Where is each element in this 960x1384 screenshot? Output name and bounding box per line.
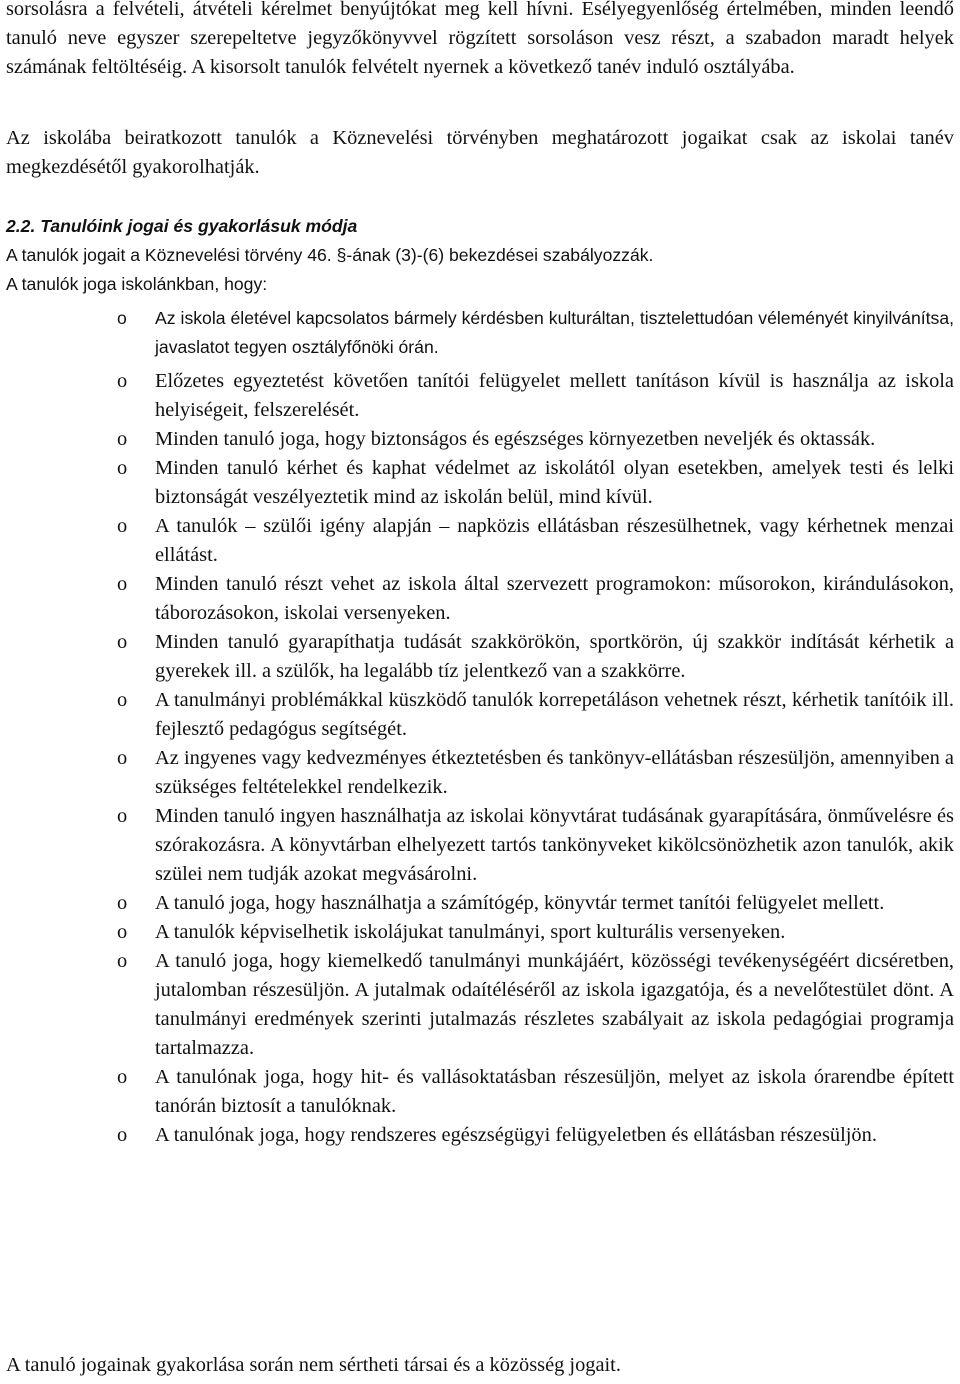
rights-list-item: [6, 802, 954, 889]
bullet-icon: o: [117, 370, 128, 392]
rights-item-text: Előzetes egyeztetést követően tanítói felügyelet mellett tanításon kívül is használja az iskola helyiségeit, felszerelését.: [155, 370, 954, 421]
rights-list-item: [6, 1063, 954, 1121]
rights-item-text: A tanulónak joga, hogy hit- és vallásoktatásban részesüljön, melyet az iskola órarendbe épített tanórán biztosít a tanulóknak.: [155, 1066, 954, 1117]
bullet-icon: o: [117, 689, 128, 711]
bullet-icon: o: [117, 428, 128, 450]
bullet-icon: o: [117, 308, 127, 328]
bullet-icon: o: [117, 515, 128, 537]
bullet-icon: o: [117, 747, 128, 769]
rights-item-text: A tanulók – szülői igény alapján – napközis ellátásban részesülhetnek, vagy kérhetnek menzai ellátást.: [155, 515, 954, 566]
rights-item-text: Minden tanuló ingyen használhatja az iskolai könyvtárat tudásának gyarapítására, önművelésre és szórakozásra. A könyvtárban elhelyezett tartós tankönyveket kikölcsönözhetik azon tanulók, akik szülei nem tudják azokat megvásárolni.: [155, 805, 954, 885]
rights-item-text: Minden tanuló részt vehet az iskola által szervezett programokon: műsorokon, kirándulásokon, táborozásokon, iskolai versenyeken.: [155, 573, 954, 624]
bullet-icon: o: [117, 631, 128, 653]
bullet-icon: o: [117, 1124, 128, 1146]
bullet-icon: o: [117, 1066, 128, 1088]
rights-list-item: [6, 889, 954, 918]
enrollment-rights-paragraph: Az iskolába beiratkozott tanulók a Köznevelési törvényben meghatározott jogaikat csak az iskolai tanév megkezdésétől gyakorolhatják.: [6, 127, 954, 178]
rights-item-text: A tanulmányi problémákkal küszködő tanulók korrepetáláson vehetnek részt, kérhetik tanítóik ill. fejlesztő pedagógus segítségét.: [155, 689, 954, 740]
intro-paragraph: sorsolásra a felvételi, átvételi kérelmet benyújtókat meg kell hívni. Esélyegyenlőség értelmében, minden leendő tanuló neve egyszer szerepeltetve jegyzőkönyvvel rögzített sorsoláson vesz részt, a szabadon maradt helyek számának feltöltéséig. A kisorsolt tanulók felvételt nyernek a következő tanév induló osztályába.: [6, 0, 954, 78]
rights-item-text: A tanuló joga, hogy kiemelkedő tanulmányi munkájáért, közösségi tevékenységéért dicséretben, jutalomban részesüljön. A jutalmak odaítéléséről az iskola igazgatója, és a nevelőtestület dönt. A tanulmányi eredmények szerinti jutalmazás részletes szabályait az iskola pedagógiai programja tartalmazza.: [155, 950, 954, 1059]
rights-list-item: [6, 686, 954, 744]
rights-list-item: [6, 570, 954, 628]
rights-item-text: Az iskola életével kapcsolatos bármely kérdésben kulturáltan, tisztelettudóan véleményét kinyilvánítsa, javaslatot tegyen osztályfőnöki órán.: [155, 308, 954, 357]
bullet-icon: o: [117, 921, 128, 943]
bullet-icon: o: [117, 892, 128, 914]
rights-list-item: [6, 512, 954, 570]
bullet-icon: o: [117, 805, 128, 827]
rights-item-text: A tanuló joga, hogy használhatja a számítógép, könyvtár termet tanítói felügyelet mellett.: [155, 892, 885, 914]
rights-list-item: [6, 454, 954, 512]
rights-list-item: [6, 304, 954, 362]
rights-list-item: [6, 367, 954, 425]
bullet-icon: o: [117, 573, 128, 595]
rights-item-text: Minden tanuló joga, hogy biztonságos és egészséges környezetben neveljék és oktassák.: [155, 428, 876, 450]
rights-list-item: [6, 425, 954, 454]
rights-list-item: [6, 947, 954, 1063]
bullet-icon: o: [117, 950, 128, 972]
rights-list: [6, 304, 954, 1150]
rights-list-item: [6, 1121, 954, 1150]
rights-item-text: Minden tanuló gyarapíthatja tudását szakkörökön, sportkörön, új szakkör indítását kérhetik a gyerekek ill. a szülők, ha legalább tíz jelentkező van a szakkörre.: [155, 631, 954, 682]
rights-item-text: A tanulók képviselhetik iskolájukat tanulmányi, sport kulturális versenyeken.: [155, 921, 786, 943]
section-heading: 2.2. Tanulóink jogai és gyakorlásuk módja: [6, 216, 358, 236]
rights-list-item: [6, 628, 954, 686]
law-reference: A tanulók jogait a Köznevelési törvény 46. §-ának (3)-(6) bekezdései szabályozzák.: [6, 245, 654, 265]
bullet-icon: o: [117, 457, 128, 479]
rights-list-item: [6, 744, 954, 802]
rights-item-text: Minden tanuló kérhet és kaphat védelmet az iskolától olyan esetekben, amelyek testi és lelki biztonságát veszélyeztetik mind az iskolán belül, mind kívül.: [155, 457, 954, 508]
closing-paragraph: A tanuló jogainak gyakorlása során nem sértheti társai és a közösség jogait.: [6, 1354, 621, 1376]
rights-list-item: [6, 918, 954, 947]
rights-item-text: Az ingyenes vagy kedvezményes étkeztetésben és tankönyv-ellátásban részesüljön, amennyiben a szükséges feltételekkel rendelkezik.: [155, 747, 954, 798]
rights-lead: A tanulók joga iskolánkban, hogy:: [6, 274, 268, 294]
rights-item-text: A tanulónak joga, hogy rendszeres egészségügyi felügyeletben és ellátásban részesüljön.: [155, 1124, 877, 1146]
